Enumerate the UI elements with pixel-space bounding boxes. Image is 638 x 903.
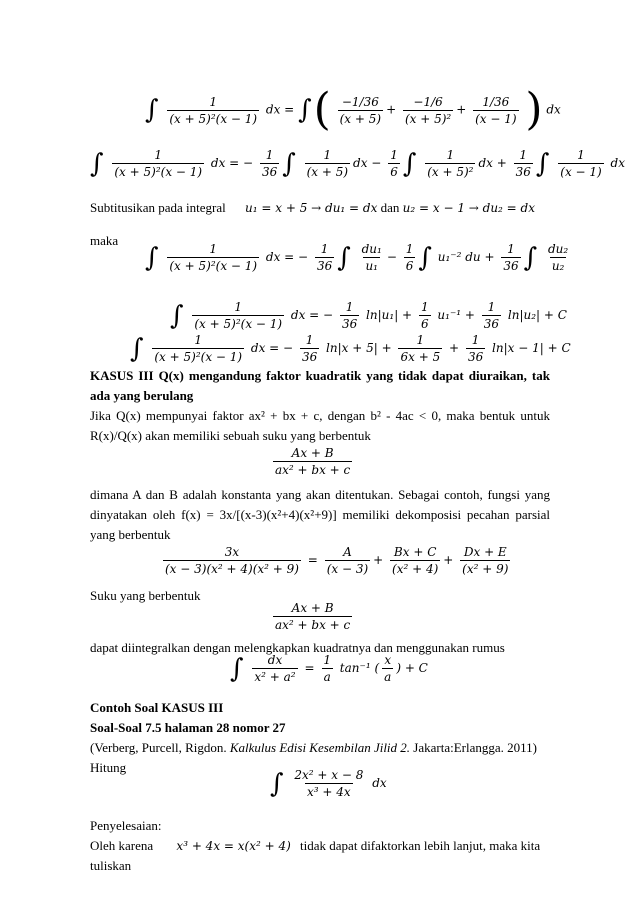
- denominator: 36: [301, 350, 318, 364]
- dx: dx: [546, 102, 561, 117]
- denominator: 36: [316, 259, 333, 273]
- coefficient: [404, 242, 416, 273]
- coefficient: [482, 300, 501, 331]
- fraction: [112, 148, 204, 179]
- fraction: [192, 300, 284, 331]
- denominator: (x − 3): [326, 562, 369, 576]
- fraction: [460, 545, 510, 576]
- coefficient: [419, 300, 431, 331]
- denominator: 36: [503, 259, 519, 273]
- coefficient: [315, 242, 334, 273]
- numerator: 1/36: [482, 94, 510, 109]
- problem-heading: Soal-Soal 7.5 halaman 28 nomor 27: [90, 720, 286, 735]
- numerator: Ax + B: [291, 601, 334, 615]
- equation-4: [170, 300, 567, 331]
- fraction: [273, 446, 352, 477]
- arctan: tan⁻¹: [339, 661, 371, 675]
- fraction: [167, 242, 259, 273]
- equation-1: ∫ $\frac{1}{\text{(x + 5)²(x − 1)}}$ dx = ∫( $\frac{-1/36}{(x + 5)}$ + $\frac{-1/6}{\text{(x + 5)²}}$ + $\frac{1/36}{(x - 1)}$ ) dx: [145, 84, 561, 135]
- coefficient: [260, 148, 279, 179]
- denominator: (x − 3)(x² + 4)(x² + 9): [165, 562, 299, 576]
- integral-sign: ∫: [130, 333, 144, 364]
- fraction: [325, 545, 370, 576]
- numerator: 1: [487, 300, 496, 314]
- denominator: (x + 5): [306, 165, 349, 179]
- numerator: Bx + C: [393, 545, 437, 559]
- dx: dx: [372, 776, 387, 790]
- coefficient: [466, 333, 485, 364]
- rhs-lead: dx = −: [250, 341, 294, 355]
- coefficient: [501, 242, 520, 273]
- denominator: (x + 5)²(x − 1): [114, 165, 203, 179]
- numerator: 1: [390, 148, 398, 162]
- term-2: u₁⁻¹ +: [437, 308, 475, 322]
- numerator: 3x: [224, 545, 240, 559]
- u1-definition: u₁ = x + 5 → du₁ = dx: [245, 201, 378, 215]
- numerator: Dx + E: [463, 545, 507, 559]
- integral-sign: ∫: [145, 95, 159, 125]
- paragraph-3: dapat diintegralkan dengan melengkapkan kuadratnya dan menggunakan rumus: [90, 640, 505, 655]
- numerator: 1: [507, 242, 515, 256]
- numerator: dx: [267, 653, 283, 667]
- reference-authors: (Verberg, Purcell, Rigdon.: [90, 740, 227, 755]
- fraction: [390, 545, 440, 576]
- numerator: x: [384, 653, 392, 667]
- term-1: ln|u₁| +: [366, 308, 413, 322]
- integral-sign: ∫: [337, 242, 351, 273]
- u2-definition: u₂ = x − 1 → du₂ = dx: [402, 201, 536, 215]
- fraction-ax-b-2: [270, 601, 355, 632]
- equation-6: $\frac{3x}{\text{(x − 3)(x² + 4)(x² + 9)}}$ = $\frac{A}{(x - 3)}$ + $\frac{Bx + C}{\text{(x² + 4)}}$ + $\frac{Dx + E}{\text{(x² + 9)}}$: [165, 545, 509, 576]
- denominator: (x − 1): [560, 165, 602, 179]
- numerator: 1: [416, 333, 425, 347]
- denominator: (x + 5)²(x − 1): [154, 350, 243, 364]
- fraction: [546, 242, 570, 273]
- denominator: (x + 5)²(x − 1): [194, 317, 283, 331]
- integral-sign: ∫: [270, 768, 284, 799]
- numerator: −1/36: [341, 94, 379, 109]
- denominator: (x + 5): [339, 111, 382, 126]
- fraction: [305, 148, 350, 179]
- coefficient: [300, 333, 319, 364]
- numerator: du₁: [361, 242, 382, 256]
- integral-sign: ∫: [282, 148, 296, 179]
- hitung-text: Hitung: [90, 760, 127, 775]
- numerator: 1: [519, 148, 528, 162]
- integral-sign: ∫: [298, 95, 312, 125]
- denominator: u₂: [551, 259, 565, 273]
- reference-line: [90, 740, 537, 756]
- numerator: 1: [577, 148, 585, 162]
- integral-sign: ∫: [90, 148, 104, 179]
- numerator: 1: [234, 300, 243, 314]
- fraction: [163, 545, 301, 576]
- integral-sign: ∫: [170, 300, 184, 331]
- numerator: du₂: [547, 242, 569, 256]
- denominator: (x − 1): [475, 111, 517, 126]
- fraction: [425, 148, 475, 179]
- factorization: x³ + 4x = x(x² + 4): [176, 839, 291, 853]
- rhs-lead: dx = −: [290, 308, 334, 322]
- denominator: 6: [390, 165, 398, 179]
- tuliskan-text: tuliskan: [90, 858, 132, 873]
- example-heading: Contoh Soal KASUS III: [90, 700, 224, 715]
- equation-3: ∫ $\frac{1}{\text{(x + 5)²(x − 1)}}$ dx = − $\frac{1}{36}$ ∫ $\frac{\text{du₁}}{\text{u₁}}$ − $\frac{1}{6}$ ∫ u₁⁻² du + $\frac{1}{36}$ ∫ $\frac{\text{du₂}}{\text{u₂}}$: [145, 242, 569, 273]
- numerator: −1/6: [413, 94, 443, 109]
- equation-7: ∫ $\frac{dx}{\text{x² + a²}}$ = $\frac{1}{a}$ tan⁻¹ ( $\frac{x}{a}$ ) + C: [230, 653, 428, 684]
- denominator: (x + 5)²(x − 1): [169, 111, 258, 126]
- rhs-lead: dx = −: [265, 250, 309, 264]
- denominator: (x² + 4): [392, 562, 439, 576]
- numerator: 1: [471, 333, 480, 347]
- middle-term: u₁⁻² du +: [437, 250, 495, 264]
- denominator: 6: [420, 317, 429, 331]
- denominator: ax² + bx + c: [275, 463, 351, 477]
- numerator: 2x² + x − 8: [294, 768, 364, 782]
- denominator: a: [323, 670, 331, 684]
- paragraph-1: Jika Q(x) mempunyai faktor ax² + bx + c, dengan b² - 4ac < 0, maka bentuk untuk R(x)/Q(x) akan memiliki sebuah suku yang berbentuk: [90, 408, 550, 443]
- oleh-rest-text: tidak dapat difaktorkan lebih lanjut, maka kita: [300, 838, 541, 853]
- denominator: 6: [405, 259, 414, 273]
- penyelesaian-label: Penyelesaian:: [90, 818, 162, 833]
- fraction: [321, 653, 333, 684]
- numerator: 1: [305, 333, 314, 347]
- fraction: [360, 242, 384, 273]
- substitution-line: [90, 200, 535, 216]
- denominator: (x + 5)²: [427, 165, 474, 179]
- plus-sign: +: [449, 341, 460, 355]
- denominator: ax² + bx + c: [275, 618, 351, 632]
- oleh-karena-text: Oleh karena: [90, 838, 154, 853]
- numerator: 1: [323, 148, 332, 162]
- equation-8: [270, 768, 387, 799]
- numerator: 1: [345, 300, 354, 314]
- integral-sign: ∫: [535, 148, 550, 179]
- constant: + C: [404, 661, 428, 675]
- denominator: 36: [515, 165, 531, 179]
- suku-text: Suku yang berbentuk: [90, 588, 201, 603]
- numerator: 1: [320, 242, 329, 256]
- denominator: 36: [261, 165, 278, 179]
- coefficient: [340, 300, 359, 331]
- dx: dx: [610, 156, 625, 170]
- denominator: 36: [467, 350, 484, 364]
- right-paren: ): [525, 84, 543, 135]
- fraction: [273, 601, 352, 632]
- maka-text: maka: [90, 233, 119, 248]
- term-3: ln|u₂| + C: [507, 308, 567, 322]
- numerator: 1: [420, 300, 429, 314]
- numerator: A: [343, 545, 352, 559]
- fraction: [398, 333, 442, 364]
- oleh-karena-line: [90, 838, 550, 854]
- paragraph-2: dimana A dan B adalah konstanta yang akan ditentukan. Sebagai contoh, fungsi yang dinyatakan oleh f(x) = 3x/[(x-3)(x²+4)(x²+9)] memiliki dekomposisi pecahan parsial yang berbentuk: [90, 487, 550, 542]
- denominator: x³ + 4x: [307, 785, 351, 799]
- numerator: 1: [446, 148, 455, 162]
- fraction: [292, 768, 365, 799]
- reference-title: Kalkulus Edisi Kesembilan Jilid 2.: [229, 740, 411, 755]
- fraction: [473, 95, 518, 126]
- numerator: Ax + B: [291, 446, 334, 460]
- fraction: [152, 333, 244, 364]
- substitution-text: Subtitusikan pada integral: [90, 200, 226, 215]
- denominator: (x² + 9): [462, 562, 509, 576]
- rhs-lead: dx = −: [210, 156, 254, 170]
- term-3: ln|x − 1| + C: [492, 341, 571, 355]
- fraction: [252, 653, 297, 684]
- equation-5: [130, 333, 571, 364]
- reference-publisher: Jakarta:Erlangga. 2011): [413, 740, 537, 755]
- denominator: 36: [483, 317, 500, 331]
- denominator: u₁: [365, 259, 378, 273]
- denominator: a: [384, 670, 392, 684]
- denominator: (x + 5)²(x − 1): [169, 259, 258, 273]
- connector-dan: dan: [380, 200, 400, 215]
- equals-sign: =: [307, 553, 318, 567]
- integral-sign: ∫: [230, 653, 244, 684]
- denominator: 36: [341, 317, 358, 331]
- numerator: 1: [154, 148, 163, 162]
- integral-sign: ∫: [145, 242, 159, 273]
- denominator: x² + a²: [254, 670, 296, 684]
- numerator: 1: [323, 653, 331, 667]
- fraction: [382, 653, 393, 684]
- dx-equals: dx =: [265, 102, 295, 117]
- integral-sign: ∫: [418, 242, 432, 273]
- fraction: [558, 148, 603, 179]
- term-1: ln|x + 5| +: [326, 341, 392, 355]
- integral-sign: ∫: [402, 148, 417, 179]
- denominator: 6x + 5: [400, 350, 441, 364]
- numerator: 1: [405, 242, 414, 256]
- numerator: 1: [209, 242, 218, 256]
- fraction: [338, 95, 383, 126]
- numerator: 1: [265, 148, 274, 162]
- section-heading: KASUS III Q(x) mengandung faktor kuadratik yang tidak dapat diuraikan, tak ada yang berulang: [90, 368, 550, 403]
- coefficient: [388, 148, 400, 179]
- denominator: (x + 5)²: [404, 111, 452, 126]
- numerator: 1: [194, 333, 203, 347]
- fraction-ax-b-1: [270, 446, 355, 477]
- coefficient: [514, 148, 533, 179]
- left-paren: (: [313, 84, 331, 135]
- equals-sign: =: [304, 661, 315, 675]
- numerator: 1: [209, 94, 218, 109]
- equation-2: ∫ $\frac{1}{\text{(x + 5)²(x − 1)}}$ dx = − $\frac{1}{36}$ ∫ $\frac{1}{(x + 5)}$ dx − $\frac{1}{6}$ ∫ $\frac{1}{\text{(x + 5)²}}$ dx + $\frac{1}{36}$ ∫ $\frac{1}{(x - 1)}$ dx: [90, 148, 625, 179]
- fraction: [167, 95, 259, 126]
- fraction: [403, 95, 453, 126]
- integral-sign: ∫: [523, 242, 538, 273]
